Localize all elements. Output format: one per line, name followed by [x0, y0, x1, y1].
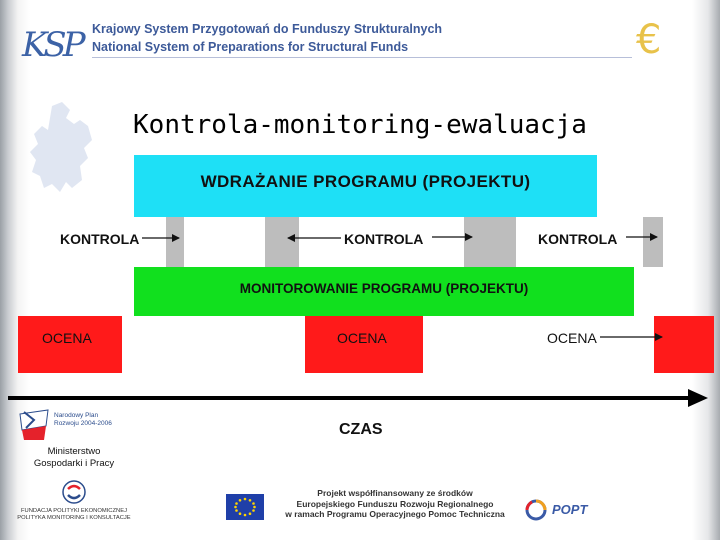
evaluation-label: OCENA	[42, 330, 92, 346]
header-title-pl: Krajowy System Przygotowań do Funduszy Strukturalnych	[92, 22, 443, 36]
control-label: KONTROLA	[344, 231, 424, 247]
page-title: Kontrola-monitoring-ewaluacja	[133, 110, 587, 140]
implementation-label: WDRAŻANIE PROGRAMU (PROJEKTU)	[200, 172, 531, 191]
time-label: CZAS	[339, 421, 383, 438]
control-label: KONTROLA	[538, 231, 618, 247]
monitoring-label: MONITOROWANIE PROGRAMU (PROJEKTU)	[239, 281, 529, 296]
eu-flag-icon	[226, 494, 264, 520]
ksp-logo: KSP	[22, 25, 82, 65]
ministry-logo-text: Ministerstwo Gospodarki i Pracy	[33, 446, 115, 469]
poland-flag-icon	[18, 408, 52, 442]
control-label: KONTROLA	[60, 231, 140, 247]
fundacja-logo-icon	[62, 480, 86, 504]
cofinancing-text: Projekt współfinansowany ze środków Europejskiego Funduszu Rozwoju Regionalnego w ramach Programu Operacyjnego Pomoc Techniczna	[285, 488, 505, 519]
evaluation-label: OCENA	[547, 330, 597, 346]
popt-logo-text: POPT	[552, 502, 588, 517]
header-title-en: National System of Preparations for Structural Funds	[92, 40, 409, 54]
fundacja-logo-text: FUNDACJA POLITYKI EKONOMICZNEJ POLITYKA MONITORING I KONSULTACJE	[17, 508, 131, 521]
evaluation-label: OCENA	[337, 330, 387, 346]
euro-icon: €	[636, 17, 662, 63]
popt-logo-icon	[524, 498, 548, 522]
time-axis-arrowhead	[688, 389, 708, 407]
npr-logo-text: Narodowy Plan Rozwoju 2004-2006	[54, 412, 112, 427]
